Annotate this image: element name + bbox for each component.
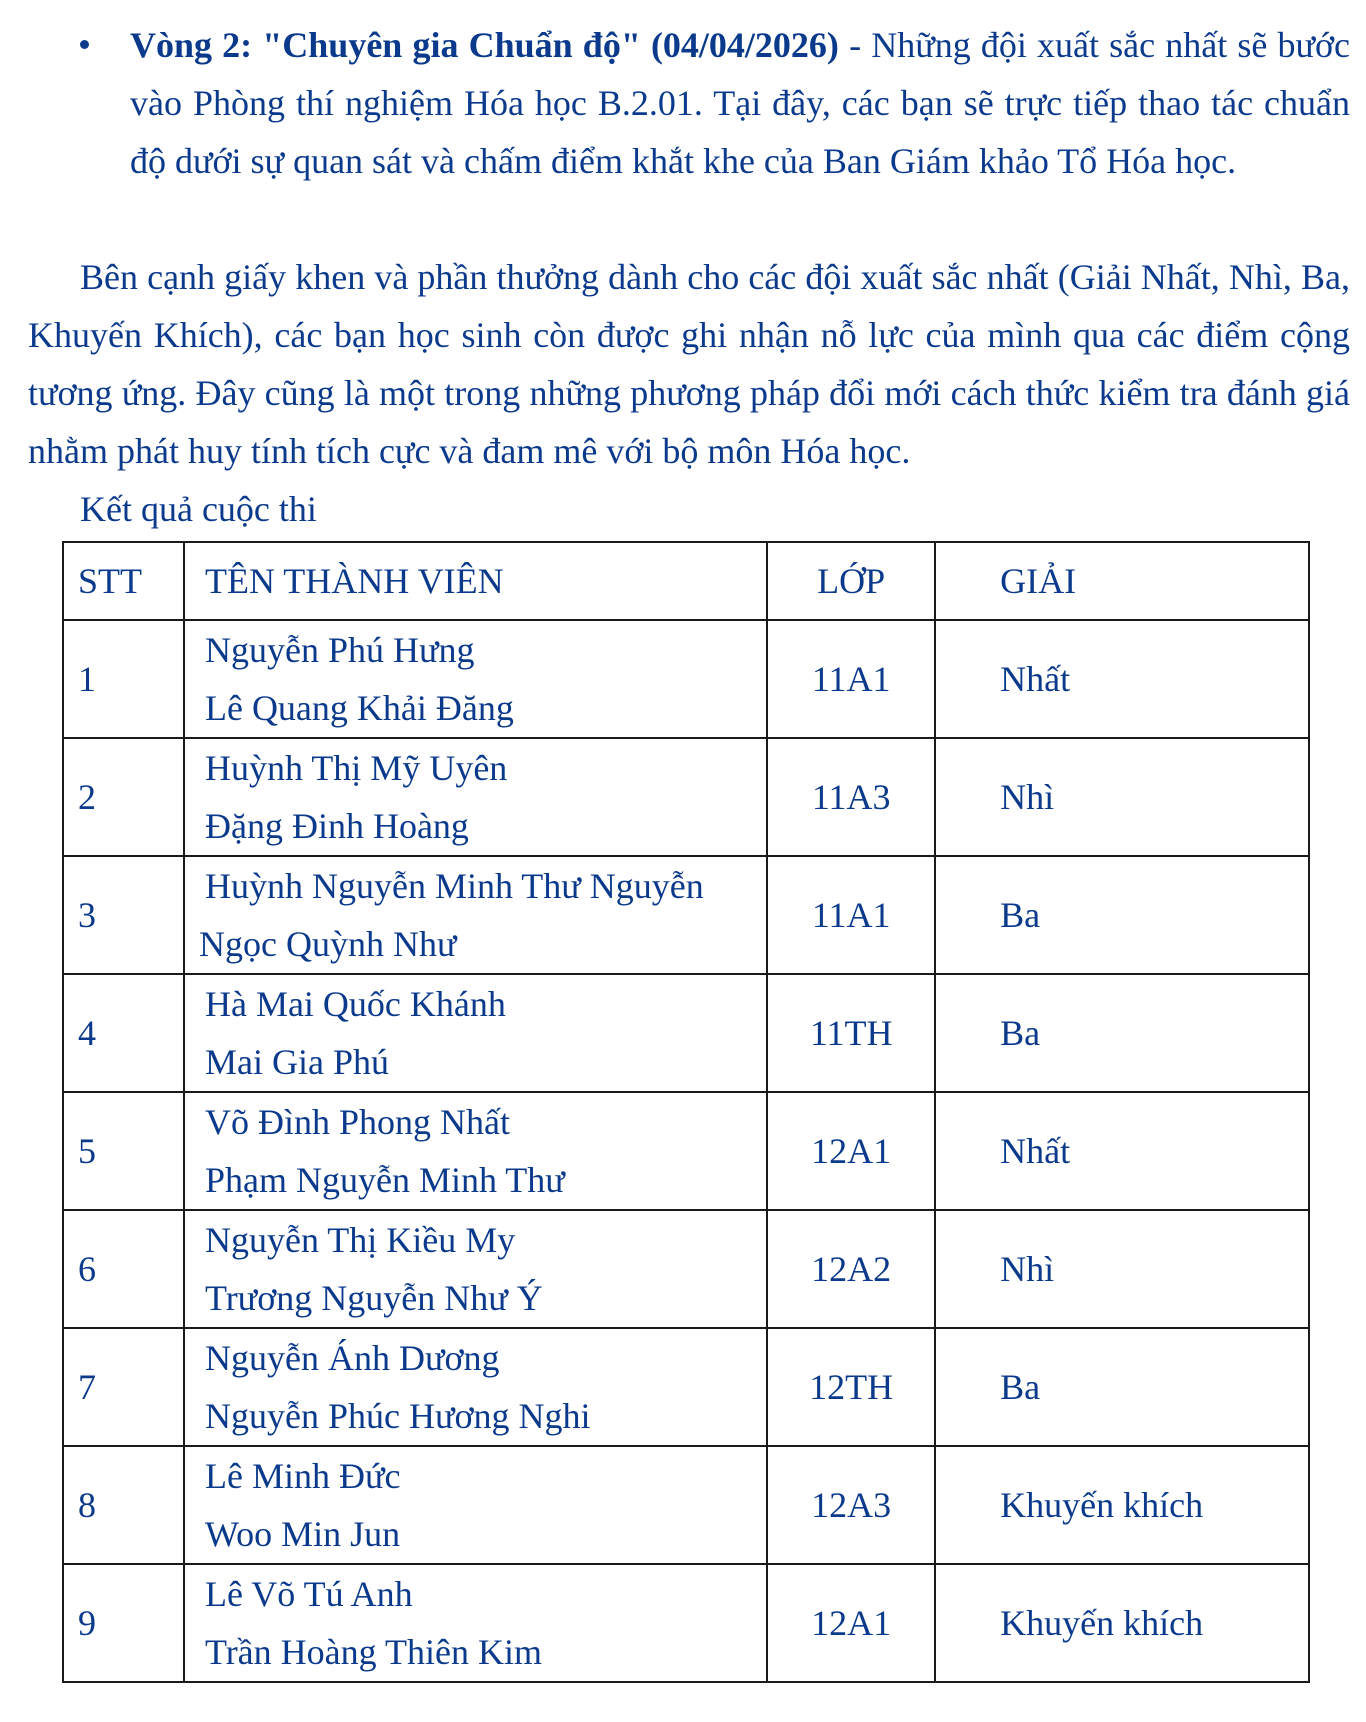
table-row <box>63 1210 1309 1328</box>
cell-class: 11TH <box>767 974 935 1092</box>
round-2-bullet <box>130 16 1350 190</box>
table-header-row <box>63 542 1309 620</box>
cell-stt: 5 <box>63 1092 184 1210</box>
member-name: Trần Hoàng Thiên Kim <box>204 1632 542 1672</box>
cell-class: 12A2 <box>767 1210 935 1328</box>
cell-members <box>184 974 767 1092</box>
table-row <box>63 974 1309 1092</box>
cell-members <box>184 1092 767 1210</box>
awards-paragraph: Bên cạnh giấy khen và phần thưởng dành cho các đội xuất sắc nhất (Giải Nhất, Nhì, Ba, Khuyến Khích), các bạn học sinh còn được ghi nhận nỗ lực của mình qua các điểm cộng tương ứng. Đây cũng là một trong những phương pháp đổi mới cách thức kiểm tra đánh giá nhằm phát huy tính tích cực và đam mê với bộ môn Hóa học. <box>28 257 1350 471</box>
member-name: Đặng Đinh Hoàng <box>204 806 469 846</box>
member-name: Lê Võ Tú Anh <box>204 1574 413 1614</box>
cell-prize: Khuyến khích <box>935 1564 1309 1682</box>
cell-stt: 8 <box>63 1446 184 1564</box>
cell-prize: Khuyến khích <box>935 1446 1309 1564</box>
table-row <box>63 1446 1309 1564</box>
table-row <box>63 1564 1309 1682</box>
member-name: Nguyễn Phúc Hương Nghi <box>204 1396 591 1436</box>
member-name: Hà Mai Quốc Khánh <box>204 984 506 1024</box>
cell-prize: Ba <box>935 1328 1309 1446</box>
cell-class: 12A3 <box>767 1446 935 1564</box>
results-table <box>62 541 1310 1683</box>
cell-prize: Nhất <box>935 620 1309 738</box>
cell-prize: Ba <box>935 974 1309 1092</box>
cell-class: 12TH <box>767 1328 935 1446</box>
cell-class: 12A1 <box>767 1564 935 1682</box>
table-row <box>63 856 1309 974</box>
cell-stt: 3 <box>63 856 184 974</box>
member-name: Nguyễn Thị Kiều My <box>204 1220 516 1260</box>
cell-members <box>184 1564 767 1682</box>
cell-prize: Nhất <box>935 1092 1309 1210</box>
member-name: Trương Nguyễn Như Ý <box>204 1278 543 1318</box>
member-name: Woo Min Jun <box>204 1514 401 1554</box>
member-name: Nguyễn Ánh Dương <box>204 1338 500 1378</box>
header-class: LỚP <box>767 542 935 620</box>
member-name: Võ Đình Phong Nhất <box>204 1102 510 1142</box>
cell-class: 11A1 <box>767 856 935 974</box>
cell-members <box>184 1328 767 1446</box>
cell-prize: Nhì <box>935 1210 1309 1328</box>
cell-class: 12A1 <box>767 1092 935 1210</box>
header-prize: GIẢI <box>935 542 1309 620</box>
cell-stt: 9 <box>63 1564 184 1682</box>
header-stt: STT <box>63 542 184 620</box>
cell-stt: 7 <box>63 1328 184 1446</box>
cell-stt: 4 <box>63 974 184 1092</box>
cell-class: 11A3 <box>767 738 935 856</box>
bullet-dot-icon <box>80 40 89 49</box>
cell-prize: Ba <box>935 856 1309 974</box>
member-name: Nguyễn Phú Hưng <box>204 630 475 670</box>
header-member-name: TÊN THÀNH VIÊN <box>184 542 767 620</box>
cell-prize: Nhì <box>935 738 1309 856</box>
cell-members <box>184 1446 767 1564</box>
cell-stt: 2 <box>63 738 184 856</box>
member-name: Lê Quang Khải Đăng <box>204 688 514 728</box>
member-name: Huỳnh Nguyễn Minh Thư Nguyễn <box>204 866 704 906</box>
cell-members <box>184 620 767 738</box>
table-row <box>63 1328 1309 1446</box>
cell-stt: 1 <box>63 620 184 738</box>
table-row <box>63 1092 1309 1210</box>
round-2-heading: Vòng 2: "Chuyên gia Chuẩn độ" (04/04/2026) <box>130 25 839 65</box>
round-2-description: - Những đội xuất sắc nhất sẽ bước vào Phòng thí nghiệm Hóa học B.2.01. Tại đây, các bạn sẽ trực tiếp thao tác chuẩn độ dưới sự quan sát và chấm điểm khắt khe của Ban Giám khảo Tổ Hóa học. <box>130 25 1350 181</box>
cell-members <box>184 856 767 974</box>
member-name: Mai Gia Phú <box>204 1042 389 1082</box>
cell-members <box>184 1210 767 1328</box>
member-name: Phạm Nguyễn Minh Thư <box>204 1160 565 1200</box>
member-name: Ngọc Quỳnh Như <box>198 924 457 964</box>
cell-stt: 6 <box>63 1210 184 1328</box>
member-name: Lê Minh Đức <box>204 1456 401 1496</box>
results-title: Kết quả cuộc thi <box>80 489 317 529</box>
table-row <box>63 738 1309 856</box>
member-name: Huỳnh Thị Mỹ Uyên <box>204 748 508 788</box>
cell-class: 11A1 <box>767 620 935 738</box>
table-row <box>63 620 1309 738</box>
cell-members <box>184 738 767 856</box>
